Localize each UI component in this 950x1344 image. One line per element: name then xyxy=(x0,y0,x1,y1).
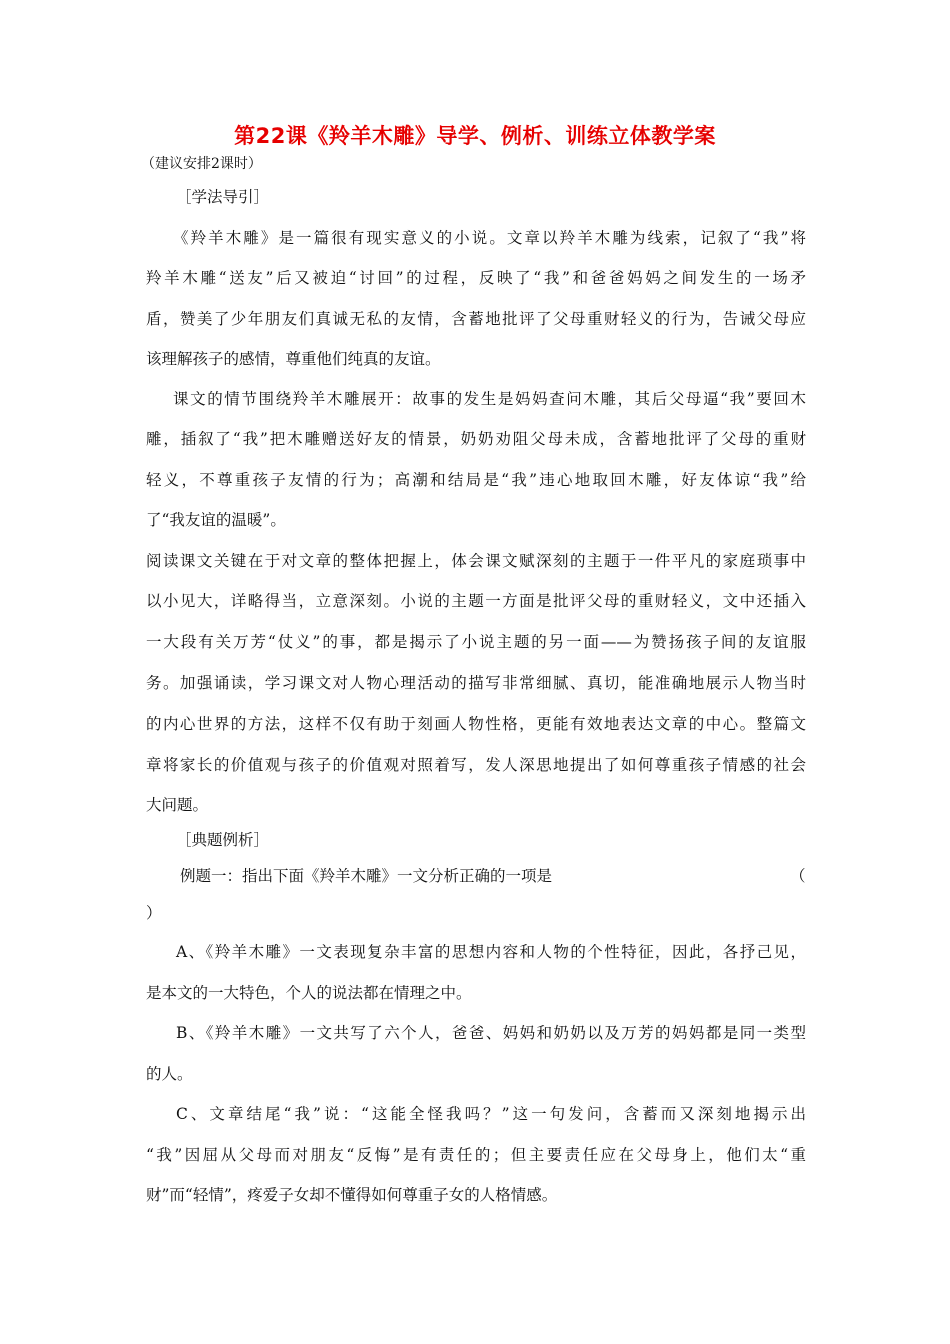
paragraph-line: 课文的情节围绕羚羊木雕展开：故事的发生是妈妈查问木雕，其后父母逼“我”要回木 xyxy=(173,390,806,408)
option-c-line: 财”而“轻情”，疼爱子女却不懂得如何尊重子女的人格情感。 xyxy=(146,1186,558,1204)
paragraph-line: 了“我友谊的温暖”。 xyxy=(146,511,286,529)
paragraph-line: 阅读课文关键在于对文章的整体把握上，体会课文赋深刻的主题于一件平凡的家庭琐事中 xyxy=(146,552,806,570)
option-c-line: “我”因屈从父母而对朋友“反悔”是有责任的；但主要责任应在父母身上，他们太“重 xyxy=(146,1146,806,1164)
paragraph-line: 大问题。 xyxy=(146,796,209,814)
option-b-line: 的人。 xyxy=(146,1065,193,1083)
option-a-line: 是本文的一大特色，个人的说法都在情理之中。 xyxy=(146,984,472,1002)
paragraph-line: 盾，赞美了少年朋友们真诚无私的友情，含蓄地批评了父母重财轻义的行为，告诫父母应 xyxy=(146,310,806,328)
paragraph-line: 的内心世界的方法，这样不仅有助于刻画人物性格，更能有效地表达文章的中心。整篇文 xyxy=(146,715,806,733)
paragraph-line: 羚羊木雕“送友”后又被迫“讨回”的过程，反映了“我”和爸爸妈妈之间发生的一场矛 xyxy=(146,269,806,287)
paragraph-line: 务。加强诵读，学习课文对人物心理活动的描写非常细腻、真切，能准确地展示人物当时 xyxy=(146,674,806,692)
paragraph-line: 《羚羊木雕》是一篇很有现实意义的小说。文章以羚羊木雕为线索，记叙了“我”将 xyxy=(173,229,806,247)
section-heading-guide: ［学法导引］ xyxy=(176,188,270,206)
question-stem: 例题一：指出下面《羚羊木雕》一文分析正确的一项是 xyxy=(180,867,553,885)
answer-bracket-close: ） xyxy=(146,904,162,922)
answer-bracket-open: （ xyxy=(790,867,806,885)
paragraph-line: 一大段有关万芳“仗义”的事，都是揭示了小说主题的另一面——为赞扬孩子间的友谊服 xyxy=(146,633,806,651)
document-subtitle: （建议安排2课时） xyxy=(141,156,262,172)
option-b-line: B、《羚羊木雕》一文共写了六个人，爸爸、妈妈和奶奶以及万芳的妈妈都是同一类型 xyxy=(176,1024,806,1042)
paragraph-line: 轻义，不尊重孩子友情的行为；高潮和结局是“我”违心地取回木雕，好友体谅“我”给 xyxy=(146,471,806,489)
paragraph-line: 以小见大，详略得当，立意深刻。小说的主题一方面是批评父母的重财轻义，文中还插入 xyxy=(146,592,806,610)
paragraph-line: 章将家长的价值观与孩子的价值观对照着写，发人深思地提出了如何尊重孩子情感的社会 xyxy=(146,756,806,774)
option-c-line: C、文章结尾“我”说：“这能全怪我吗？”这一句发问，含蓄而又深刻地揭示出 xyxy=(176,1105,806,1123)
section-heading-examples: ［典题例析］ xyxy=(176,831,270,849)
paragraph-line: 该理解孩子的感情，尊重他们纯真的友谊。 xyxy=(146,350,441,368)
option-a-line: A、《羚羊木雕》一文表现复杂丰富的思想内容和人物的个性特征，因此，各抒己见， xyxy=(176,943,806,961)
document-title: 第22课《羚羊木雕》导学、例析、训练立体教学案 xyxy=(234,124,716,148)
paragraph-line: 雕，插叙了“我”把木雕赠送好友的情景，奶奶劝阻父母未成，含蓄地批评了父母的重财 xyxy=(146,430,806,448)
